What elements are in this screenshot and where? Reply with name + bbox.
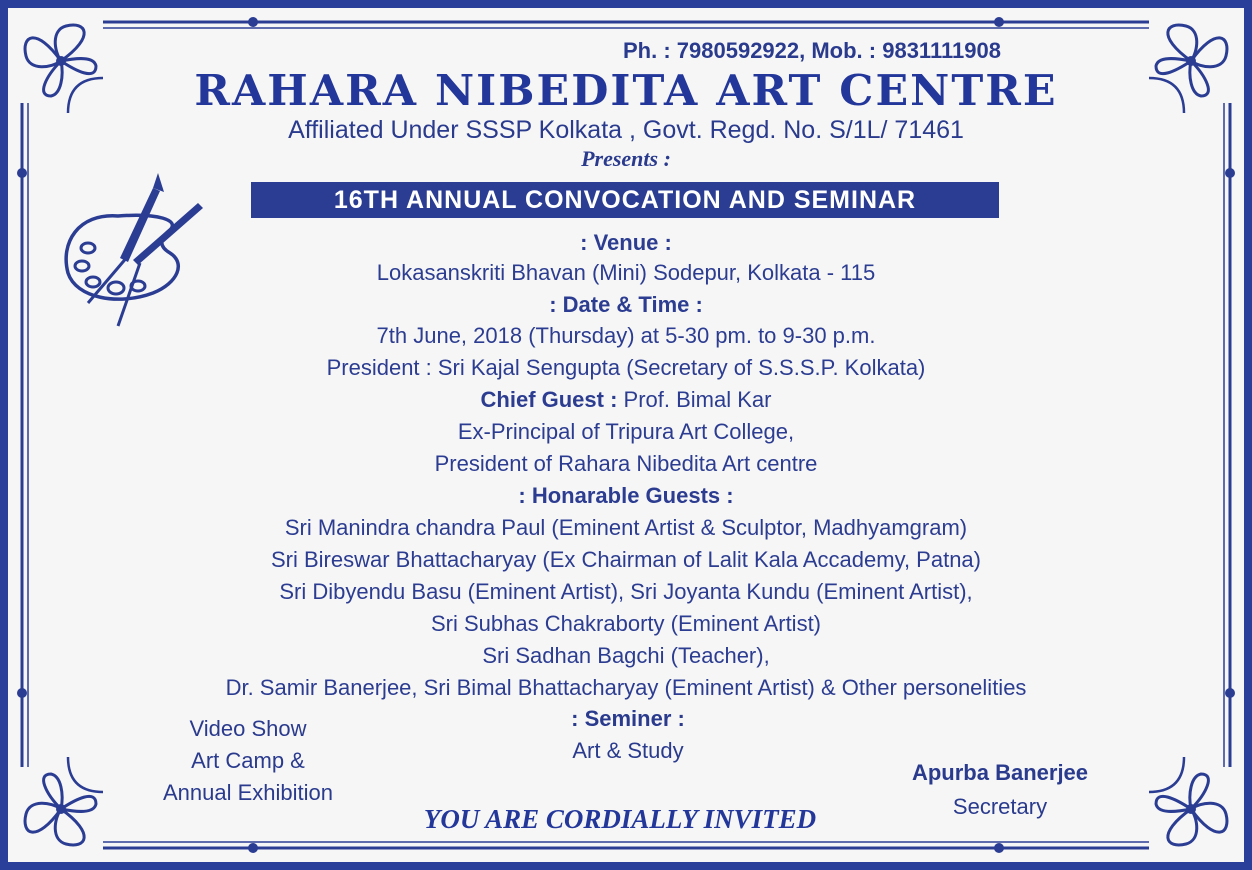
invitation-line: YOU ARE CORDIALLY INVITED <box>423 804 817 834</box>
org-title: RAHARA NIBEDITA ART CENTRE <box>194 66 1058 115</box>
guest-line: Sri Bireswar Bhattacharyay (Ex Chairman of Lalit Kala Accademy, Patna) <box>270 547 981 572</box>
secretary-title: Secretary <box>952 794 1048 819</box>
guests-heading: : Honarable Guests : <box>518 483 734 508</box>
guest-line: Sri Dibyendu Basu (Eminent Artist), Sri Joyanta Kundu (Eminent Artist), <box>279 579 973 604</box>
chief-guest-label: Chief Guest : <box>480 387 618 412</box>
guest-line: Sri Sadhan Bagchi (Teacher), <box>482 643 770 668</box>
chief-guest-name: Prof. Bimal Kar <box>623 387 772 412</box>
chief-guest-line <box>8 387 1244 413</box>
butterfly-ornament-icon <box>16 764 106 854</box>
activity-item: Art Camp & <box>191 748 305 773</box>
event-title-banner: 16TH ANNUAL CONVOCATION AND SEMINAR <box>251 182 999 218</box>
seminar-text: Art & Study <box>572 738 684 763</box>
activity-item: Video Show <box>189 716 307 741</box>
presents-label: Presents : <box>581 146 671 171</box>
president-line: President : Sri Kajal Sengupta (Secretary of S.S.S.P. Kolkata) <box>326 355 926 380</box>
guest-line: Sri Manindra chandra Paul (Eminent Artist & Sculptor, Madhyamgram) <box>284 515 968 540</box>
chief-guest-role-1: Ex-Principal of Tripura Art College, <box>457 419 795 444</box>
venue-text: Lokasanskriti Bhavan (Mini) Sodepur, Kolkata - 115 <box>376 260 876 285</box>
invitation-card <box>8 8 1244 862</box>
secretary-name: Apurba Banerjee <box>911 760 1089 785</box>
affiliation-line: Affiliated Under SSSP Kolkata , Govt. Regd. No. S/1L/ 71461 <box>288 116 964 144</box>
activity-item: Annual Exhibition <box>162 780 333 805</box>
venue-heading: : Venue : <box>580 230 672 255</box>
contact-numbers: Ph. : 7980592922, Mob. : 9831111908 <box>623 38 1001 63</box>
datetime-heading: : Date & Time : <box>549 292 703 317</box>
seminar-heading: : Seminer : <box>571 706 685 731</box>
chief-guest-role-2: President of Rahara Nibedita Art centre <box>434 451 818 476</box>
datetime-text: 7th June, 2018 (Thursday) at 5-30 pm. to 9-30 p.m. <box>376 323 876 348</box>
guest-line: Sri Subhas Chakraborty (Eminent Artist) <box>430 611 822 636</box>
butterfly-ornament-icon <box>1146 764 1236 854</box>
guest-line: Dr. Samir Banerjee, Sri Bimal Bhattacharyay (Eminent Artist) & Other personelities <box>225 675 1027 700</box>
